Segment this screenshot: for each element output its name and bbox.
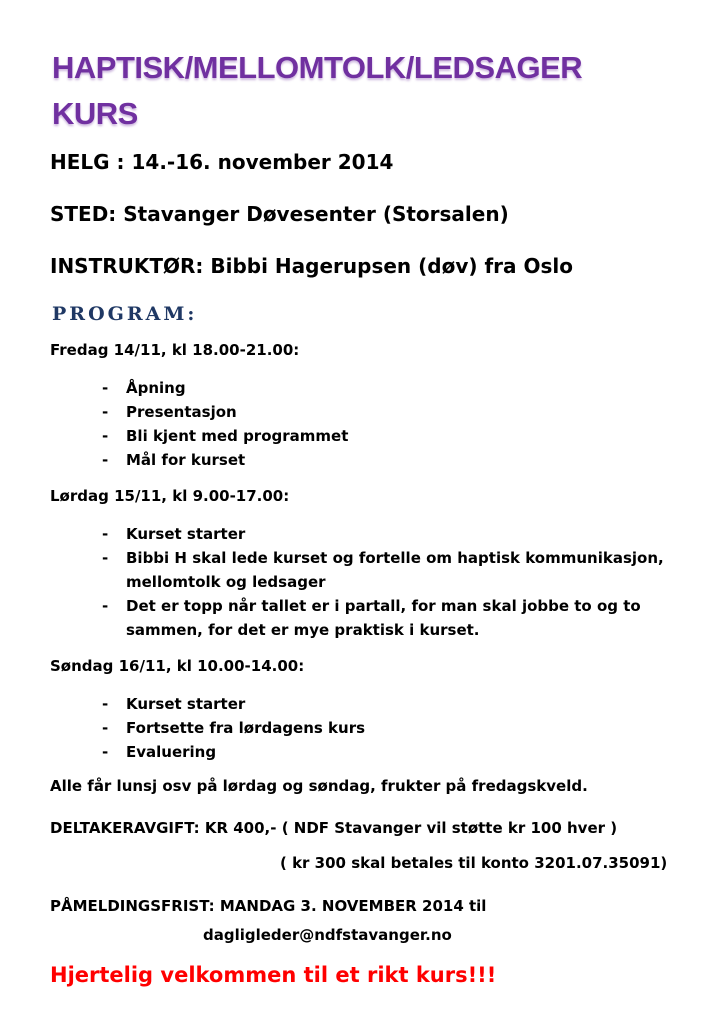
contact-email: dagligleder@ndfstavanger.no xyxy=(203,926,452,944)
list-item: - Evaluering xyxy=(102,743,217,761)
list-item: - Åpning xyxy=(102,379,186,397)
closing-welcome: Hjertelig velkommen til et rikt kurs!!! xyxy=(50,963,497,987)
registration-deadline: PÅMELDINGSFRIST: MANDAG 3. NOVEMBER 2014 til xyxy=(50,897,487,915)
list-item-continuation: sammen, for det er mye praktisk i kurset. xyxy=(126,621,480,639)
participation-fee: DELTAKERAVGIFT: KR 400,- ( NDF Stavanger vil støtte kr 100 hver ) xyxy=(50,819,618,837)
list-item: - Kurset starter xyxy=(102,695,246,713)
payment-account: ( kr 300 skal betales til konto 3201.07.35091) xyxy=(280,854,668,872)
list-item: - Presentasjon xyxy=(102,403,237,421)
venue: STED: Stavanger Døvesenter (Storsalen) xyxy=(50,202,509,226)
program-label: PROGRAM: xyxy=(52,303,198,325)
day-heading-friday: Fredag 14/11, kl 18.00-21.00: xyxy=(50,341,300,359)
title-line-1: HAPTISK/MELLOMTOLK/LEDSAGER xyxy=(52,50,583,85)
list-item-continuation: mellomtolk og ledsager xyxy=(126,573,326,591)
list-item: - Bli kjent med programmet xyxy=(102,427,349,445)
meals-note: Alle får lunsj osv på lørdag og søndag, frukter på fredagskveld. xyxy=(50,777,588,795)
instructor: INSTRUKTØR: Bibbi Hagerupsen (døv) fra Oslo xyxy=(50,254,573,278)
day-heading-sunday: Søndag 16/11, kl 10.00-14.00: xyxy=(50,657,305,675)
title-line-2: KURS xyxy=(52,96,138,131)
day-heading-saturday: Lørdag 15/11, kl 9.00-17.00: xyxy=(50,487,290,505)
list-item: - Bibbi H skal lede kurset og fortelle om haptisk kommunikasjon, xyxy=(102,549,664,567)
list-item: - Fortsette fra lørdagens kurs xyxy=(102,719,366,737)
weekend-dates: HELG : 14.-16. november 2014 xyxy=(50,150,394,174)
list-item: - Mål for kurset xyxy=(102,451,246,469)
list-item: - Kurset starter xyxy=(102,525,246,543)
list-item: - Det er topp når tallet er i partall, for man skal jobbe to og to xyxy=(102,597,641,615)
